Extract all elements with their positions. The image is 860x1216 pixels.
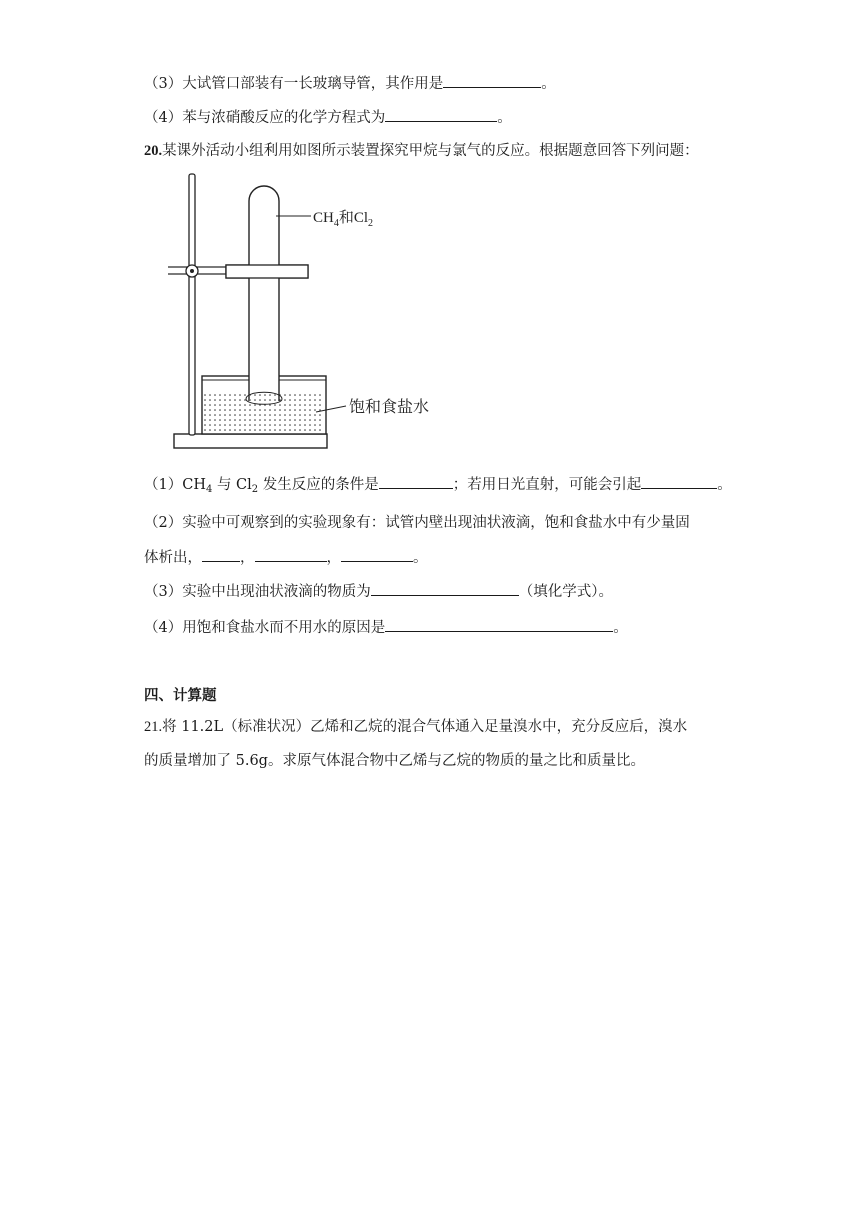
answer-blank[interactable] [371, 580, 519, 596]
question-number: 20. [144, 143, 163, 159]
answer-blank[interactable] [641, 473, 717, 489]
label-gas: $CH_4$和$Cl_2$ [313, 210, 374, 229]
test-tube [249, 186, 279, 401]
q19-part4-text: （4）苯与浓硝酸反应的化学方程式为 [144, 110, 386, 126]
answer-blank[interactable] [341, 546, 413, 562]
q19-part3-text: （3）大试管口部装有一长玻璃导管，其作用是 [144, 76, 444, 92]
q20-part1: $(1)CH_4$ 与 $Cl_2$ 发生反应的条件是 ；若用日光直射，可能会引起 。 [144, 473, 732, 495]
answer-blank[interactable] [385, 616, 613, 632]
q20-part3: （3）实验中出现油状液滴的物质为 （填化学式）。 [144, 580, 613, 602]
q19-part3: （3）大试管口部装有一长玻璃导管，其作用是 。 [144, 72, 556, 94]
answer-blank[interactable] [443, 72, 541, 88]
answer-blank[interactable] [255, 546, 327, 562]
q20-part2-line1: （2）实验中可观察到的实验现象有：试管内壁出现油状液滴，饱和食盐水中有少量固 [144, 515, 690, 531]
q19-part4: （4）苯与浓硝酸反应的化学方程式为 。 [144, 106, 512, 128]
question-number: 21. [144, 719, 163, 735]
stand-base [174, 434, 327, 448]
section-title: 四、计算题 [144, 687, 217, 704]
q20-stem [144, 141, 699, 161]
apparatus-figure [168, 168, 448, 453]
answer-blank[interactable] [379, 473, 453, 489]
label-saline: 饱和食盐水 [349, 399, 430, 416]
q20-part4: （4）用饱和食盐水而不用水的原因是 。 [144, 616, 628, 638]
q20-part2-line2: 体析出， ， ， 。 [144, 546, 428, 568]
answer-blank[interactable] [202, 546, 240, 562]
answer-blank[interactable] [385, 106, 497, 122]
stand-rod [189, 174, 195, 435]
q20-stem-text: 某课外活动小组利用如图所示装置探究甲烷与氯气的反应。根据题意回答下列问题： [162, 143, 699, 159]
q21-line1: 21.将 11.2L（标准状况）乙烯和乙烷的混合气体通入足量溴水中，充分反应后，溴水 [144, 719, 688, 735]
q21-line2: 的质量增加了 5.6g。求原气体混合物中乙烯与乙烷的物质的量之比和质量比。 [144, 753, 645, 769]
